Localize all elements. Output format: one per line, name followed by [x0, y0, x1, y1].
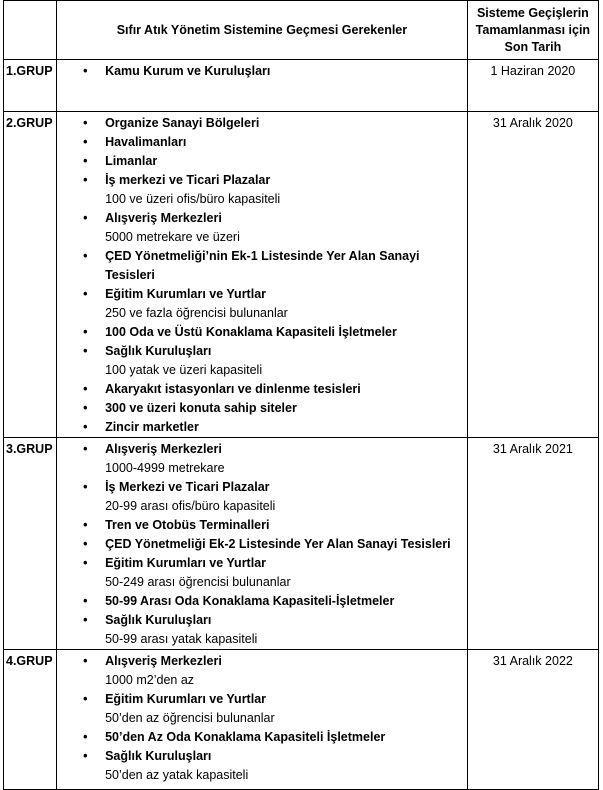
- sector-list: [57, 112, 467, 437]
- header-group-cell: [4, 1, 57, 60]
- group-name: 4.GRUP: [4, 650, 57, 790]
- sector-list: [57, 60, 467, 81]
- sector-detail: 50’den az öğrencisi bulunanlar: [105, 711, 275, 725]
- sector-item: • Kamu Kurum ve Kuruluşları: [57, 62, 467, 81]
- sector-item: • İş merkezi ve Ticari Plazalar: [57, 171, 467, 190]
- sector-item: • Akaryakıt istasyonları ve dinlenme tesisleri: [57, 380, 467, 399]
- header-row: [4, 1, 599, 60]
- header-deadline-line-3: Son Tarih: [504, 39, 562, 54]
- header-deadline-line-1: Sisteme Geçişlerin: [476, 5, 589, 20]
- group-sectors: [57, 112, 468, 438]
- group-deadline: 31 Aralık 2021: [467, 438, 598, 650]
- sector-detail: 50’den az yatak kapasiteli: [105, 768, 249, 782]
- sector-item: • 50’den Az Oda Konaklama Kapasiteli İşletmeler: [57, 728, 467, 747]
- sector-detail: 20-99 arası ofis/büro kapasiteli: [105, 499, 276, 513]
- deadline-table: [3, 0, 599, 790]
- sector-item: • Sağlık Kuruluşları: [57, 611, 467, 630]
- group-name: 3.GRUP: [4, 438, 57, 650]
- sector-item: • Havalimanları: [57, 133, 467, 152]
- sector-item: • 100 Oda ve Üstü Konaklama Kapasiteli İşletmeler: [57, 323, 467, 342]
- sector-item: • 50-99 Arası Oda Konaklama Kapasiteli-İşletmeler: [57, 592, 467, 611]
- header-sectors-cell: Sıfır Atık Yönetim Sistemine Geçmesi Gerekenler: [57, 1, 468, 60]
- sector-item: • Zincir marketler: [57, 418, 467, 437]
- group-sectors: [57, 60, 468, 112]
- group-row: [4, 60, 599, 112]
- sector-item: • Eğitim Kurumları ve Yurtlar: [57, 690, 467, 709]
- header-deadline-cell: [467, 1, 598, 60]
- sector-item: • Alışveriş Merkezleri: [57, 440, 467, 459]
- sector-detail: 250 ve fazla öğrencisi bulunanlar: [105, 306, 288, 320]
- group-row: [4, 650, 599, 790]
- sector-item: • Alışveriş Merkezleri: [57, 209, 467, 228]
- group-deadline: 31 Aralık 2022: [467, 650, 598, 790]
- sector-detail: Tesisleri: [105, 268, 155, 282]
- sector-item: • Organize Sanayi Bölgeleri: [57, 114, 467, 133]
- sector-item: • Tren ve Otobüs Terminalleri: [57, 516, 467, 535]
- sector-item: • 300 ve üzeri konuta sahip siteler: [57, 399, 467, 418]
- group-row: [4, 112, 599, 438]
- sector-detail: 50-99 arası yatak kapasiteli: [105, 632, 258, 646]
- sector-detail: 1000 m2’den az: [105, 673, 195, 687]
- group-deadline: 31 Aralık 2020: [467, 112, 598, 438]
- sector-list: [57, 438, 467, 649]
- sector-item: • Sağlık Kuruluşları: [57, 747, 467, 766]
- group-row: [4, 438, 599, 650]
- sector-item: • Alışveriş Merkezleri: [57, 652, 467, 671]
- sector-item: • Sağlık Kuruluşları: [57, 342, 467, 361]
- group-sectors: [57, 650, 468, 790]
- group-deadline: 1 Haziran 2020: [467, 60, 598, 112]
- sector-detail: 1000-4999 metrekare: [105, 461, 225, 475]
- group-name: 2.GRUP: [4, 112, 57, 438]
- sector-detail: 50-249 arası öğrencisi bulunanlar: [105, 575, 291, 589]
- sector-item: • Eğitim Kurumları ve Yurtlar: [57, 554, 467, 573]
- sector-item: • Limanlar: [57, 152, 467, 171]
- sector-detail: 100 ve üzeri ofis/büro kapasiteli: [105, 192, 281, 206]
- sector-item: • İş Merkezi ve Ticari Plazalar: [57, 478, 467, 497]
- group-sectors: [57, 438, 468, 650]
- sector-item: • ÇED Yönetmeliği’nin Ek-1 Listesinde Yer Alan Sanayi: [57, 247, 467, 266]
- sector-item: • ÇED Yönetmeliği Ek-2 Listesinde Yer Alan Sanayi Tesisleri: [57, 535, 467, 554]
- sector-list: [57, 650, 467, 785]
- header-deadline-line-2: Tamamlanması için: [475, 22, 591, 37]
- group-name: 1.GRUP: [4, 60, 57, 112]
- sector-detail: 5000 metrekare ve üzeri: [105, 230, 240, 244]
- sector-item: • Eğitim Kurumları ve Yurtlar: [57, 285, 467, 304]
- sector-detail: 100 yatak ve üzeri kapasiteli: [105, 363, 263, 377]
